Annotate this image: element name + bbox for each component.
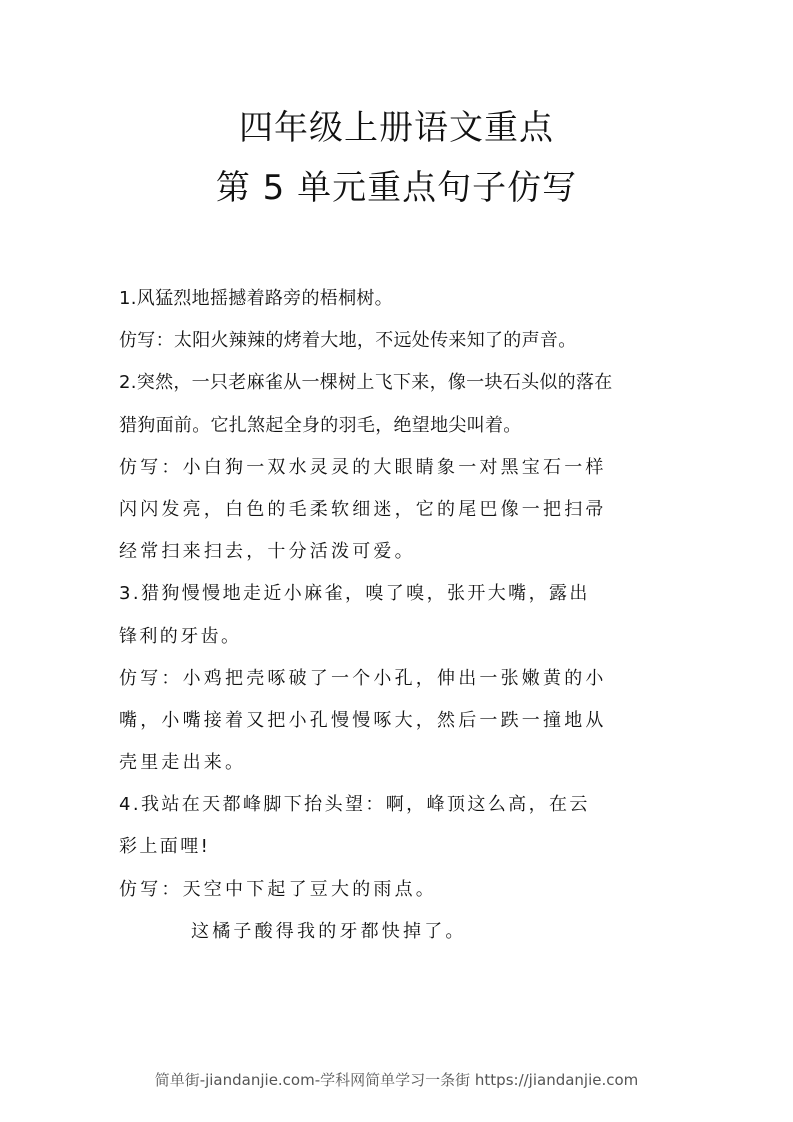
imitation-2-line-1: 仿写：小白狗一双水灵灵的大眼睛象一对黑宝石一样 xyxy=(119,456,607,478)
imitation-1: 仿写：太阳火辣辣的烤着大地，不远处传来知了的声音。 xyxy=(119,330,577,352)
imitation-4-line-1: 仿写：天空中下起了豆大的雨点。 xyxy=(119,878,437,900)
sentence-4-line-2: 彩上面哩! xyxy=(119,836,211,858)
document-body xyxy=(119,278,679,953)
imitation-2-line-2: 闪闪发亮，白色的毛柔软细迷，它的尾巴像一把扫帚 xyxy=(119,498,607,520)
imitation-3-line-1: 仿写：小鸡把壳啄破了一个小孔，伸出一张嫩黄的小 xyxy=(119,667,607,689)
sentence-2-line-2: 猎狗面前。它扎煞起全身的羽毛，绝望地尖叫着。 xyxy=(119,414,522,436)
document-subtitle: 第 5 单元重点句子仿写 xyxy=(215,168,578,208)
sentence-4-line-1: 4.我站在天都峰脚下抬头望：啊，峰顶这么高，在云 xyxy=(119,794,590,816)
sentence-3-line-1: 3.猎狗慢慢地走近小麻雀，嗅了嗅，张开大嘴，露出 xyxy=(119,583,590,605)
page-footer: 简单街-jiandanjie.com-学科网简单学习一条街 https://jiandanjie.com xyxy=(154,1071,639,1089)
sentence-3-line-2: 锋利的牙齿。 xyxy=(119,625,242,647)
document-title: 四年级上册语文重点 xyxy=(239,108,554,148)
imitation-3-line-2: 嘴，小嘴接着又把小孔慢慢啄大，然后一跌一撞地从 xyxy=(119,709,607,731)
imitation-3-line-3: 壳里走出来。 xyxy=(119,752,247,774)
imitation-2-line-3: 经常扫来扫去，十分活泼可爱。 xyxy=(119,541,416,563)
imitation-4-line-2: 这橘子酸得我的牙都快掉了。 xyxy=(191,920,467,942)
sentence-2-line-1: 2.突然，一只老麻雀从一棵树上飞下来，像一块石头似的落在 xyxy=(119,372,613,394)
sentence-1: 1.风猛烈地摇撼着路旁的梧桐树。 xyxy=(119,288,393,309)
